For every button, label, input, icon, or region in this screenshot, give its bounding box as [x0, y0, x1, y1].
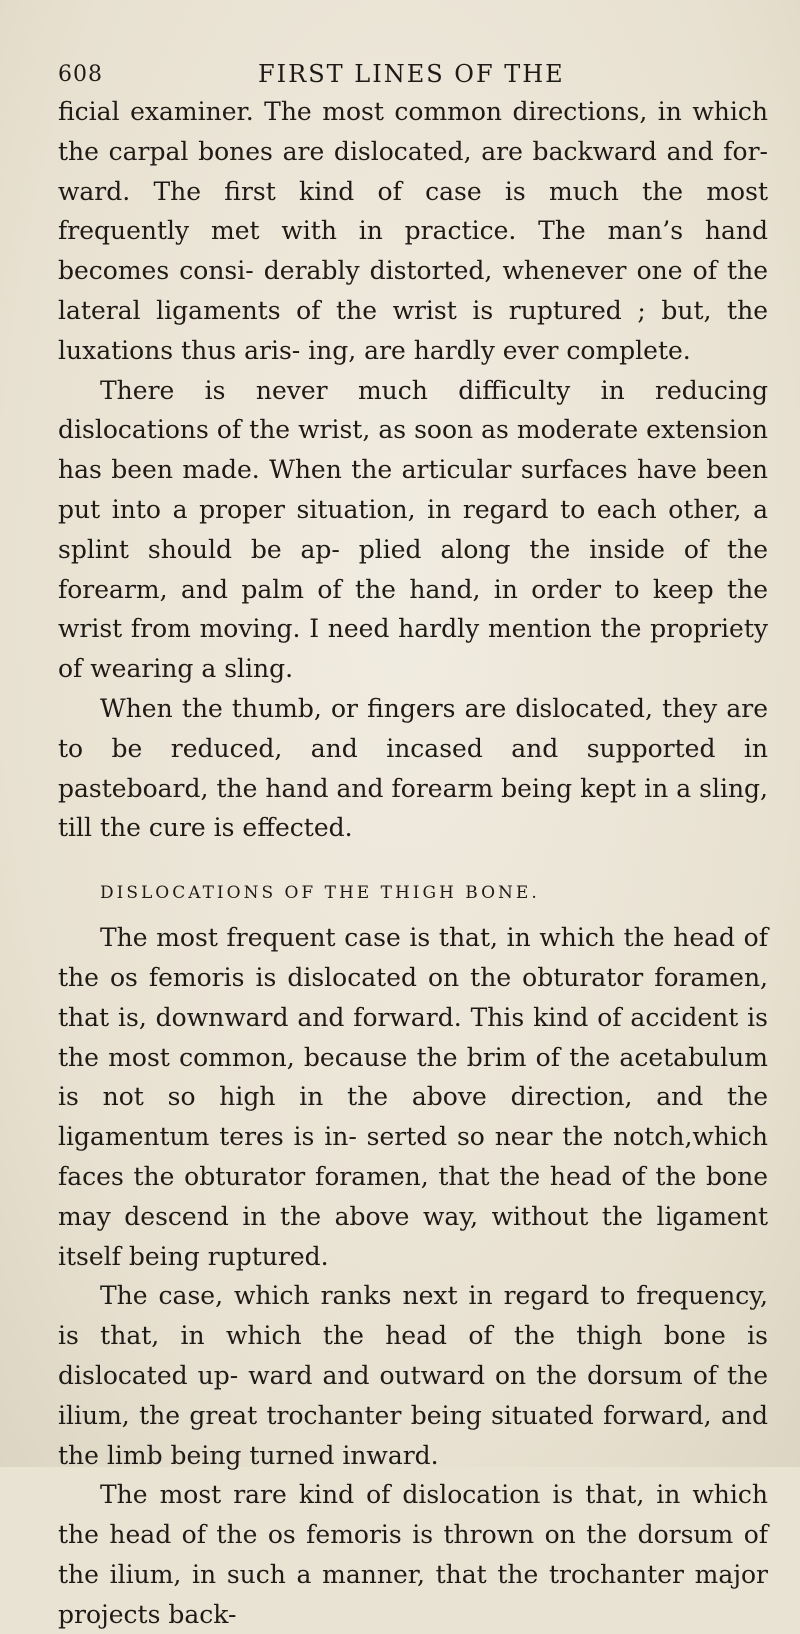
paragraph-second-case: The case, which ranks next in regard to frequency, is that, in which the head of the thigh bone is dislocated up- ward and outward on the dorsum of the ilium, the great trochanter being situated forward, and the limb being turned inward. [58, 1281, 768, 1470]
paragraph-wrist-reduction: There is never much difficulty in reducing dislocations of the wrist, as soon as moderate extension has been made. When the articular surfaces have been put into a proper situation, in regard to each other, a splint should be ap- plied along the inside of the forearm, and palm of the hand, in order to keep the wrist from moving. I need hardly mention the propriety of wearing a sling. [58, 375, 768, 684]
paragraph-thumb-fingers: When the thumb, or fingers are dislocated, they are to be reduced, and incased and supported in pasteboard, the hand and forearm being kept in a sling, till the cure is effected. [58, 693, 768, 843]
body-text [58, 92, 768, 1634]
running-title: FIRST LINES OF THE [258, 60, 565, 88]
paragraph-most-frequent-case: The most frequent case is that, in which the head of the os femoris is dislocated on the obturator foramen, that is, downward and forward. This kind of accident is the most common, because the brim of the acetabulum is not so high in the above direction, and the ligamentum teres is in- serted so near the notch,which faces the obturator foramen, that the head of the bone may descend in the above way, without the ligament itself being ruptured. [58, 923, 768, 1271]
section-heading: DISLOCATIONS OF THE THIGH BONE. [100, 883, 540, 904]
paragraph-carpal-examiner: ficial examiner. The most common directions, in which the carpal bones are dislocated, are backward and for- ward. The first kind of case is much the most frequently met with in practice. The man’s hand becomes consi- derably distorted, whenever one of the lateral ligaments of the wrist is ruptured ; but, the luxations thus aris- ing, are hardly ever complete. [58, 97, 768, 365]
running-head [58, 42, 768, 88]
paragraph-rare-case: The most rare kind of dislocation is that, in which the head of the os femoris is thrown on the dorsum of the ilium, in such a manner, that the trochanter major projects back- [58, 1480, 768, 1629]
page-number: 608 [58, 62, 103, 87]
